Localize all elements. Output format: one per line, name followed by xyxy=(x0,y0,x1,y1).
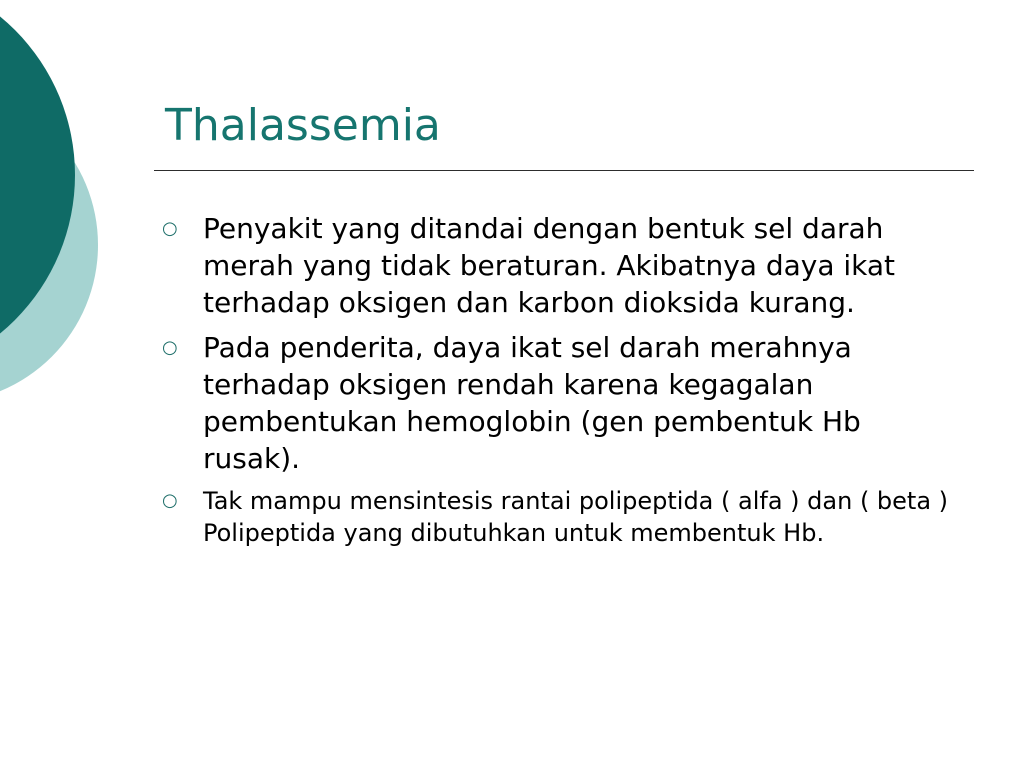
bullet-item xyxy=(162,210,962,321)
circle-bullet-icon: ○ xyxy=(162,490,178,511)
bullet-text: Penyakit yang ditandai dengan bentuk sel darah merah yang tidak beraturan. Akibatnya daya ikat terhadap oksigen dan karbon dioksida kurang. xyxy=(203,212,896,319)
circle-bullet-icon: ○ xyxy=(162,218,178,239)
bullet-list xyxy=(162,210,962,549)
circle-bullet-icon: ○ xyxy=(162,337,178,358)
bullet-text: Pada penderita, daya ikat sel darah merahnya terhadap oksigen rendah karena kegagalan pembentukan hemoglobin (gen pembentuk Hb rusak). xyxy=(203,331,861,475)
decorative-circles xyxy=(0,0,110,410)
bullet-text: Tak mampu mensintesis rantai polipeptida ( alfa ) dan ( beta ) Polipeptida yang dibutuhkan untuk membentuk Hb. xyxy=(203,487,949,547)
bullet-item xyxy=(162,329,962,477)
bullet-item xyxy=(162,485,962,549)
slide-title: Thalassemia xyxy=(165,100,441,151)
title-divider xyxy=(154,170,974,171)
